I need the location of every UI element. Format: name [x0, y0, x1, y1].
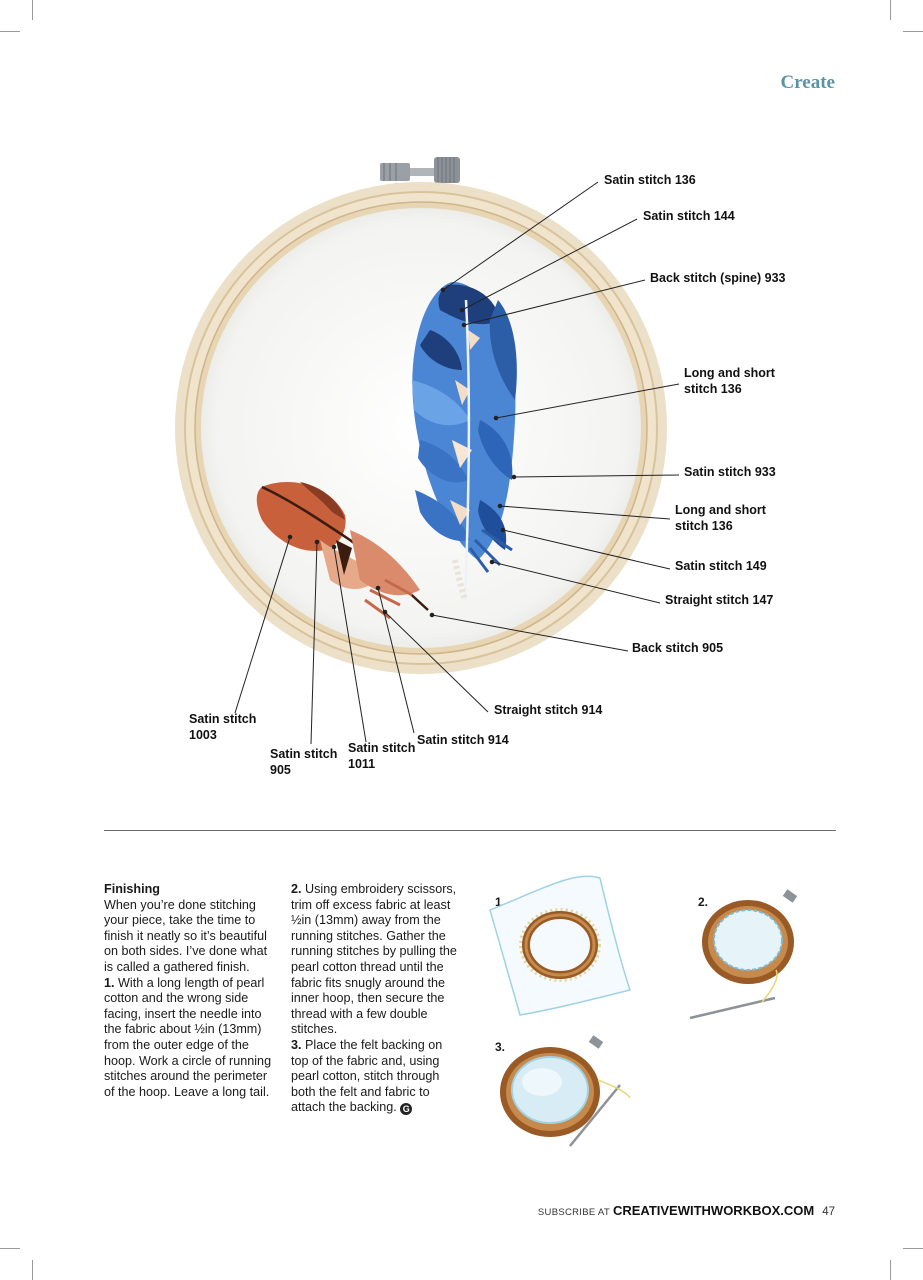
finishing-column-2: [291, 882, 461, 1116]
label-satin-933: Satin stitch 933: [684, 465, 776, 479]
finishing-illustrations: [480, 870, 840, 1160]
footer-site-link[interactable]: CREATIVEWITHWORKBOX.COM: [612, 1203, 815, 1218]
label-satin-905: Satin stitch 905: [270, 747, 338, 777]
label-straight-914: Straight stitch 914: [494, 703, 603, 717]
crop-mark: [0, 1248, 20, 1249]
end-mark-icon: G: [400, 1103, 412, 1115]
finishing-heading: Finishing: [104, 882, 160, 896]
crop-mark: [890, 1260, 891, 1280]
section-divider: [104, 830, 836, 831]
step-3: 3. Place the felt backing on top of the fabric and, using pearl cotton, stitch through both the felt and fabric to attach the backing. G: [291, 1037, 443, 1115]
page-number: 47: [822, 1206, 835, 1218]
label-satin-1011: Satin stitch 1011: [348, 741, 416, 771]
finishing-intro: When you’re done stitching your piece, take the time to finish it neatly so it’s beautiful on both sides. I’ve done what is called a gathered finish.: [104, 897, 268, 974]
label-long-short-136-a: Long and short stitch 136: [684, 366, 775, 396]
label-satin-149: Satin stitch 149: [675, 559, 767, 573]
crop-mark: [32, 1260, 33, 1280]
step-1: 1. With a long length of pearl cotton and the wrong side facing, insert the needle into the fabric about ½in (13mm) from the outer edge of the hoop. Work a circle of running stitches around the perimeter of the hoop. Leave a long tail.: [104, 975, 272, 1099]
illustration-3-number: 3.: [495, 1040, 506, 1054]
illustration-1-number: 1.: [495, 895, 506, 909]
label-straight-147: Straight stitch 147: [665, 593, 774, 607]
label-long-short-136-b: Long and short stitch 136: [675, 503, 766, 533]
footer: [538, 1203, 835, 1218]
illustration-3-felt-backing: [500, 1035, 630, 1146]
label-satin-144: Satin stitch 144: [643, 209, 735, 223]
illustration-2-gathered-hoop: [690, 889, 797, 1018]
illustration-2-number: 2.: [698, 895, 709, 909]
label-back-stitch-spine-933: Back stitch (spine) 933: [650, 271, 786, 285]
label-satin-136: Satin stitch 136: [604, 173, 696, 187]
footer-prefix: SUBSCRIBE AT: [537, 1207, 610, 1218]
step-2: 2. Using embroidery scissors, trim off excess fabric at least ½in (13mm) away from the running stitches. Gather the running stitches by pulling the pearl cotton thread until the fabric fits snugly around the inner hoop, then secure the thread with a few double stitches.: [291, 882, 457, 1037]
section-title: Create: [780, 72, 835, 93]
illustration-1-hoop-on-fabric: [490, 876, 630, 1015]
finishing-column-1: [104, 882, 274, 1100]
label-back-905: Back stitch 905: [632, 641, 724, 655]
label-satin-914: Satin stitch 914: [417, 733, 509, 747]
label-satin-1003: Satin stitch 1003: [189, 712, 257, 742]
crop-mark: [903, 1248, 923, 1249]
